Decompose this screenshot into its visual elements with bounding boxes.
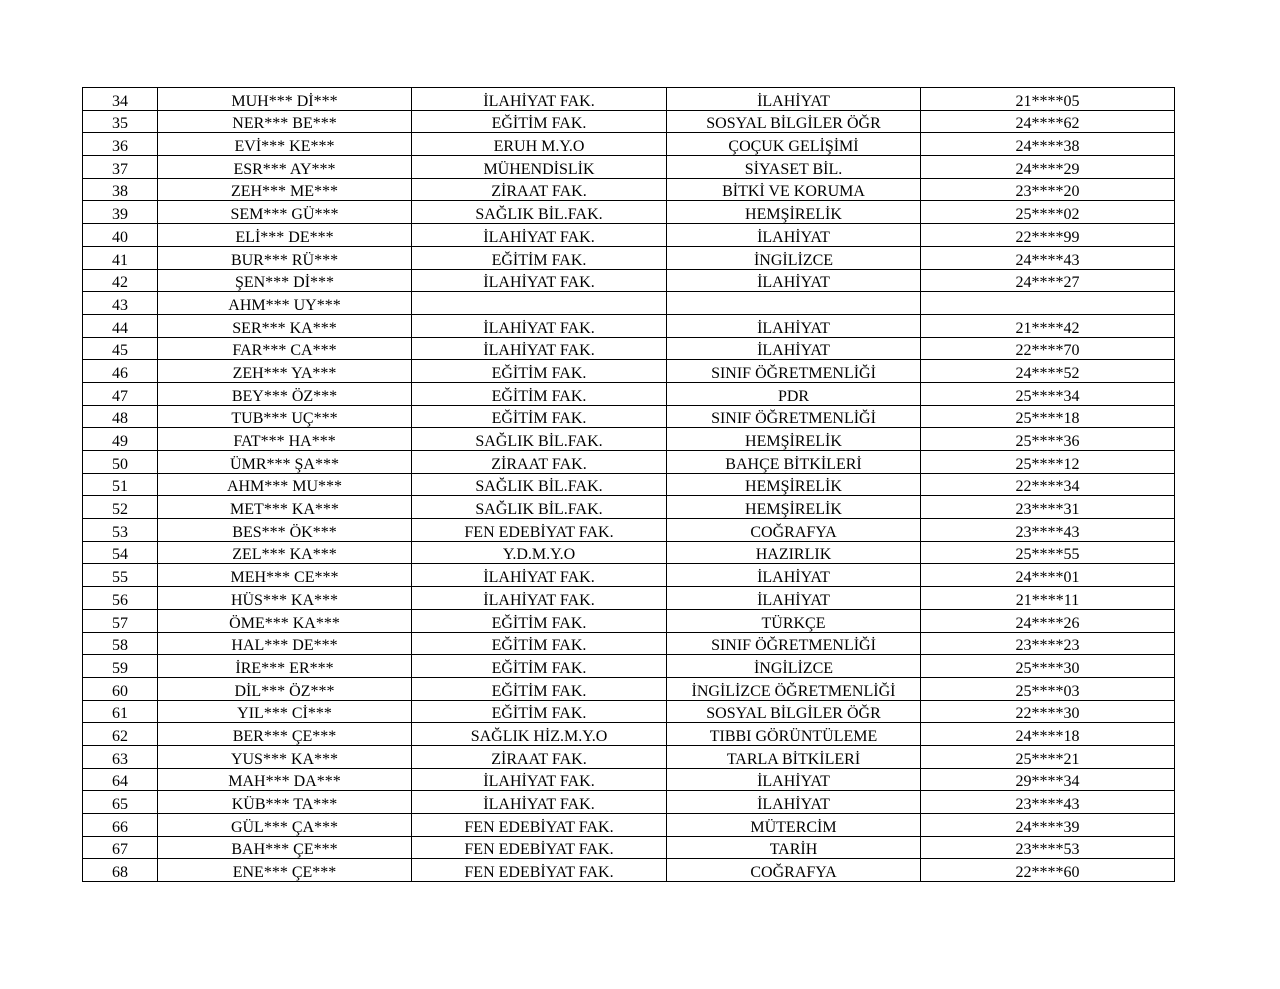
department-cell: İNGİLİZCE [667,246,921,269]
faculty-cell: EĞİTİM FAK. [412,382,667,405]
department-cell: İLAHİYAT [667,88,921,111]
faculty-cell: İLAHİYAT FAK. [412,768,667,791]
student-id-cell: 21****42 [921,314,1175,337]
faculty-cell: Y.D.M.Y.O [412,541,667,564]
student-name-cell: HAL*** DE*** [158,632,412,655]
table-row [83,632,1175,655]
student-id-cell: 25****02 [921,201,1175,224]
student-name-cell: KÜB*** TA*** [158,791,412,814]
student-name-cell: YUS*** KA*** [158,745,412,768]
student-id-cell: 25****03 [921,677,1175,700]
department-cell: TARİH [667,836,921,859]
student-id-cell: 23****43 [921,519,1175,542]
department-cell: BİTKİ VE KORUMA [667,178,921,201]
table-row [83,292,1175,315]
student-name-cell: MAH*** DA*** [158,768,412,791]
student-id-cell: 22****34 [921,473,1175,496]
student-id-cell: 25****21 [921,745,1175,768]
student-name-cell: BEY*** ÖZ*** [158,382,412,405]
row-number-cell: 58 [83,632,158,655]
department-cell: COĞRAFYA [667,859,921,882]
table-row [83,88,1175,111]
student-id-cell: 24****62 [921,110,1175,133]
row-number-cell: 63 [83,745,158,768]
row-number-cell: 66 [83,814,158,837]
table-row [83,814,1175,837]
table-row [83,859,1175,882]
department-cell: HEMŞİRELİK [667,496,921,519]
row-number-cell: 50 [83,451,158,474]
student-id-cell: 24****39 [921,814,1175,837]
table-row [83,768,1175,791]
row-number-cell: 41 [83,246,158,269]
faculty-cell: EĞİTİM FAK. [412,677,667,700]
table-row [83,541,1175,564]
faculty-cell: İLAHİYAT FAK. [412,314,667,337]
table-row [83,496,1175,519]
student-name-cell: ESR*** AY*** [158,156,412,179]
student-id-cell: 24****38 [921,133,1175,156]
student-name-cell: FAT*** HA*** [158,428,412,451]
faculty-cell: FEN EDEBİYAT FAK. [412,519,667,542]
department-cell: HEMŞİRELİK [667,473,921,496]
row-number-cell: 38 [83,178,158,201]
student-name-cell: AHM*** UY*** [158,292,412,315]
faculty-cell: SAĞLIK HİZ.M.Y.O [412,723,667,746]
row-number-cell: 44 [83,314,158,337]
student-id-cell: 24****52 [921,360,1175,383]
department-cell: MÜTERCİM [667,814,921,837]
faculty-cell: EĞİTİM FAK. [412,110,667,133]
department-cell: İLAHİYAT [667,564,921,587]
student-name-cell: HÜS*** KA*** [158,587,412,610]
department-cell [667,292,921,315]
row-number-cell: 55 [83,564,158,587]
student-id-cell: 23****20 [921,178,1175,201]
student-name-cell: BUR*** RÜ*** [158,246,412,269]
faculty-cell: İLAHİYAT FAK. [412,564,667,587]
student-name-cell: ZEL*** KA*** [158,541,412,564]
student-id-cell: 23****31 [921,496,1175,519]
table-row [83,677,1175,700]
table-row [83,473,1175,496]
table-body [83,88,1175,882]
faculty-cell: İLAHİYAT FAK. [412,269,667,292]
row-number-cell: 65 [83,791,158,814]
table-row [83,405,1175,428]
student-id-cell: 21****05 [921,88,1175,111]
student-id-cell: 22****99 [921,224,1175,247]
department-cell: HAZIRLIK [667,541,921,564]
faculty-cell: ZİRAAT FAK. [412,451,667,474]
student-name-cell: ÖME*** KA*** [158,609,412,632]
student-id-cell: 24****26 [921,609,1175,632]
department-cell: HEMŞİRELİK [667,428,921,451]
table-row [83,360,1175,383]
row-number-cell: 51 [83,473,158,496]
faculty-cell: EĞİTİM FAK. [412,700,667,723]
student-id-cell: 22****70 [921,337,1175,360]
student-id-cell: 25****55 [921,541,1175,564]
table-row [83,791,1175,814]
row-number-cell: 56 [83,587,158,610]
department-cell: TARLA BİTKİLERİ [667,745,921,768]
student-name-cell: ZEH*** YA*** [158,360,412,383]
student-name-cell: GÜL*** ÇA*** [158,814,412,837]
student-name-cell: EVİ*** KE*** [158,133,412,156]
table-row [83,564,1175,587]
student-name-cell: ÜMR*** ŞA*** [158,451,412,474]
row-number-cell: 59 [83,655,158,678]
student-name-cell: BAH*** ÇE*** [158,836,412,859]
row-number-cell: 52 [83,496,158,519]
student-id-cell: 23****43 [921,791,1175,814]
student-id-cell: 23****23 [921,632,1175,655]
student-name-cell: YIL*** Cİ*** [158,700,412,723]
table-row [83,269,1175,292]
department-cell: İLAHİYAT [667,791,921,814]
student-name-cell: ŞEN*** Dİ*** [158,269,412,292]
student-name-cell: ZEH*** ME*** [158,178,412,201]
student-id-cell: 25****34 [921,382,1175,405]
department-cell: TIBBI GÖRÜNTÜLEME [667,723,921,746]
student-id-cell [921,292,1175,315]
department-cell: HEMŞİRELİK [667,201,921,224]
department-cell: TÜRKÇE [667,609,921,632]
faculty-cell: ERUH M.Y.O [412,133,667,156]
row-number-cell: 67 [83,836,158,859]
table-row [83,700,1175,723]
student-id-cell: 24****27 [921,269,1175,292]
student-id-cell: 25****18 [921,405,1175,428]
row-number-cell: 42 [83,269,158,292]
department-cell: ÇOÇUK GELİŞİMİ [667,133,921,156]
student-id-cell: 24****43 [921,246,1175,269]
faculty-cell: EĞİTİM FAK. [412,405,667,428]
department-cell: SOSYAL BİLGİLER ÖĞR [667,110,921,133]
row-number-cell: 40 [83,224,158,247]
department-cell: İLAHİYAT [667,224,921,247]
department-cell: SİYASET BİL. [667,156,921,179]
faculty-cell: FEN EDEBİYAT FAK. [412,836,667,859]
faculty-cell: SAĞLIK BİL.FAK. [412,201,667,224]
document-page [82,87,1175,882]
student-id-cell: 29****34 [921,768,1175,791]
table-row [83,723,1175,746]
table-row [83,110,1175,133]
row-number-cell: 68 [83,859,158,882]
student-id-cell: 23****53 [921,836,1175,859]
student-id-cell: 24****01 [921,564,1175,587]
department-cell: SINIF ÖĞRETMENLİĞİ [667,632,921,655]
student-name-cell: SEM*** GÜ*** [158,201,412,224]
table-row [83,246,1175,269]
table-row [83,178,1175,201]
table-row [83,655,1175,678]
faculty-cell [412,292,667,315]
faculty-cell: EĞİTİM FAK. [412,360,667,383]
table-row [83,201,1175,224]
row-number-cell: 37 [83,156,158,179]
faculty-cell: SAĞLIK BİL.FAK. [412,496,667,519]
student-name-cell: MEH*** CE*** [158,564,412,587]
student-id-cell: 24****29 [921,156,1175,179]
faculty-cell: İLAHİYAT FAK. [412,791,667,814]
table-row [83,337,1175,360]
faculty-cell: İLAHİYAT FAK. [412,337,667,360]
table-row [83,428,1175,451]
row-number-cell: 35 [83,110,158,133]
faculty-cell: SAĞLIK BİL.FAK. [412,428,667,451]
row-number-cell: 34 [83,88,158,111]
department-cell: İLAHİYAT [667,269,921,292]
faculty-cell: SAĞLIK BİL.FAK. [412,473,667,496]
row-number-cell: 57 [83,609,158,632]
department-cell: SINIF ÖĞRETMENLİĞİ [667,360,921,383]
student-name-cell: TUB*** UÇ*** [158,405,412,428]
department-cell: COĞRAFYA [667,519,921,542]
student-name-cell: BER*** ÇE*** [158,723,412,746]
table-row [83,451,1175,474]
row-number-cell: 49 [83,428,158,451]
faculty-cell: FEN EDEBİYAT FAK. [412,814,667,837]
row-number-cell: 60 [83,677,158,700]
student-name-cell: FAR*** CA*** [158,337,412,360]
student-name-cell: ELİ*** DE*** [158,224,412,247]
faculty-cell: EĞİTİM FAK. [412,609,667,632]
table-row [83,745,1175,768]
student-list-table [82,87,1175,882]
faculty-cell: EĞİTİM FAK. [412,246,667,269]
student-id-cell: 22****30 [921,700,1175,723]
student-name-cell: İRE*** ER*** [158,655,412,678]
row-number-cell: 46 [83,360,158,383]
faculty-cell: ZİRAAT FAK. [412,745,667,768]
faculty-cell: MÜHENDİSLİK [412,156,667,179]
row-number-cell: 47 [83,382,158,405]
table-row [83,314,1175,337]
table-row [83,519,1175,542]
student-id-cell: 21****11 [921,587,1175,610]
department-cell: İLAHİYAT [667,314,921,337]
student-id-cell: 25****12 [921,451,1175,474]
row-number-cell: 48 [83,405,158,428]
faculty-cell: FEN EDEBİYAT FAK. [412,859,667,882]
faculty-cell: İLAHİYAT FAK. [412,224,667,247]
row-number-cell: 43 [83,292,158,315]
faculty-cell: ZİRAAT FAK. [412,178,667,201]
student-name-cell: MET*** KA*** [158,496,412,519]
department-cell: İLAHİYAT [667,768,921,791]
row-number-cell: 39 [83,201,158,224]
row-number-cell: 61 [83,700,158,723]
faculty-cell: EĞİTİM FAK. [412,655,667,678]
table-row [83,224,1175,247]
student-name-cell: ENE*** ÇE*** [158,859,412,882]
department-cell: İLAHİYAT [667,587,921,610]
table-row [83,382,1175,405]
table-row [83,156,1175,179]
row-number-cell: 62 [83,723,158,746]
table-row [83,836,1175,859]
faculty-cell: İLAHİYAT FAK. [412,587,667,610]
student-name-cell: MUH*** Dİ*** [158,88,412,111]
student-name-cell: AHM*** MU*** [158,473,412,496]
department-cell: PDR [667,382,921,405]
student-id-cell: 25****36 [921,428,1175,451]
row-number-cell: 36 [83,133,158,156]
student-name-cell: DİL*** ÖZ*** [158,677,412,700]
department-cell: SINIF ÖĞRETMENLİĞİ [667,405,921,428]
student-name-cell: NER*** BE*** [158,110,412,133]
department-cell: SOSYAL BİLGİLER ÖĞR [667,700,921,723]
student-id-cell: 24****18 [921,723,1175,746]
table-row [83,133,1175,156]
student-name-cell: BES*** ÖK*** [158,519,412,542]
department-cell: İNGİLİZCE [667,655,921,678]
student-id-cell: 22****60 [921,859,1175,882]
row-number-cell: 45 [83,337,158,360]
row-number-cell: 64 [83,768,158,791]
row-number-cell: 53 [83,519,158,542]
table-row [83,609,1175,632]
row-number-cell: 54 [83,541,158,564]
faculty-cell: EĞİTİM FAK. [412,632,667,655]
table-row [83,587,1175,610]
department-cell: İNGİLİZCE ÖĞRETMENLİĞİ [667,677,921,700]
student-id-cell: 25****30 [921,655,1175,678]
faculty-cell: İLAHİYAT FAK. [412,88,667,111]
student-name-cell: SER*** KA*** [158,314,412,337]
department-cell: BAHÇE BİTKİLERİ [667,451,921,474]
department-cell: İLAHİYAT [667,337,921,360]
